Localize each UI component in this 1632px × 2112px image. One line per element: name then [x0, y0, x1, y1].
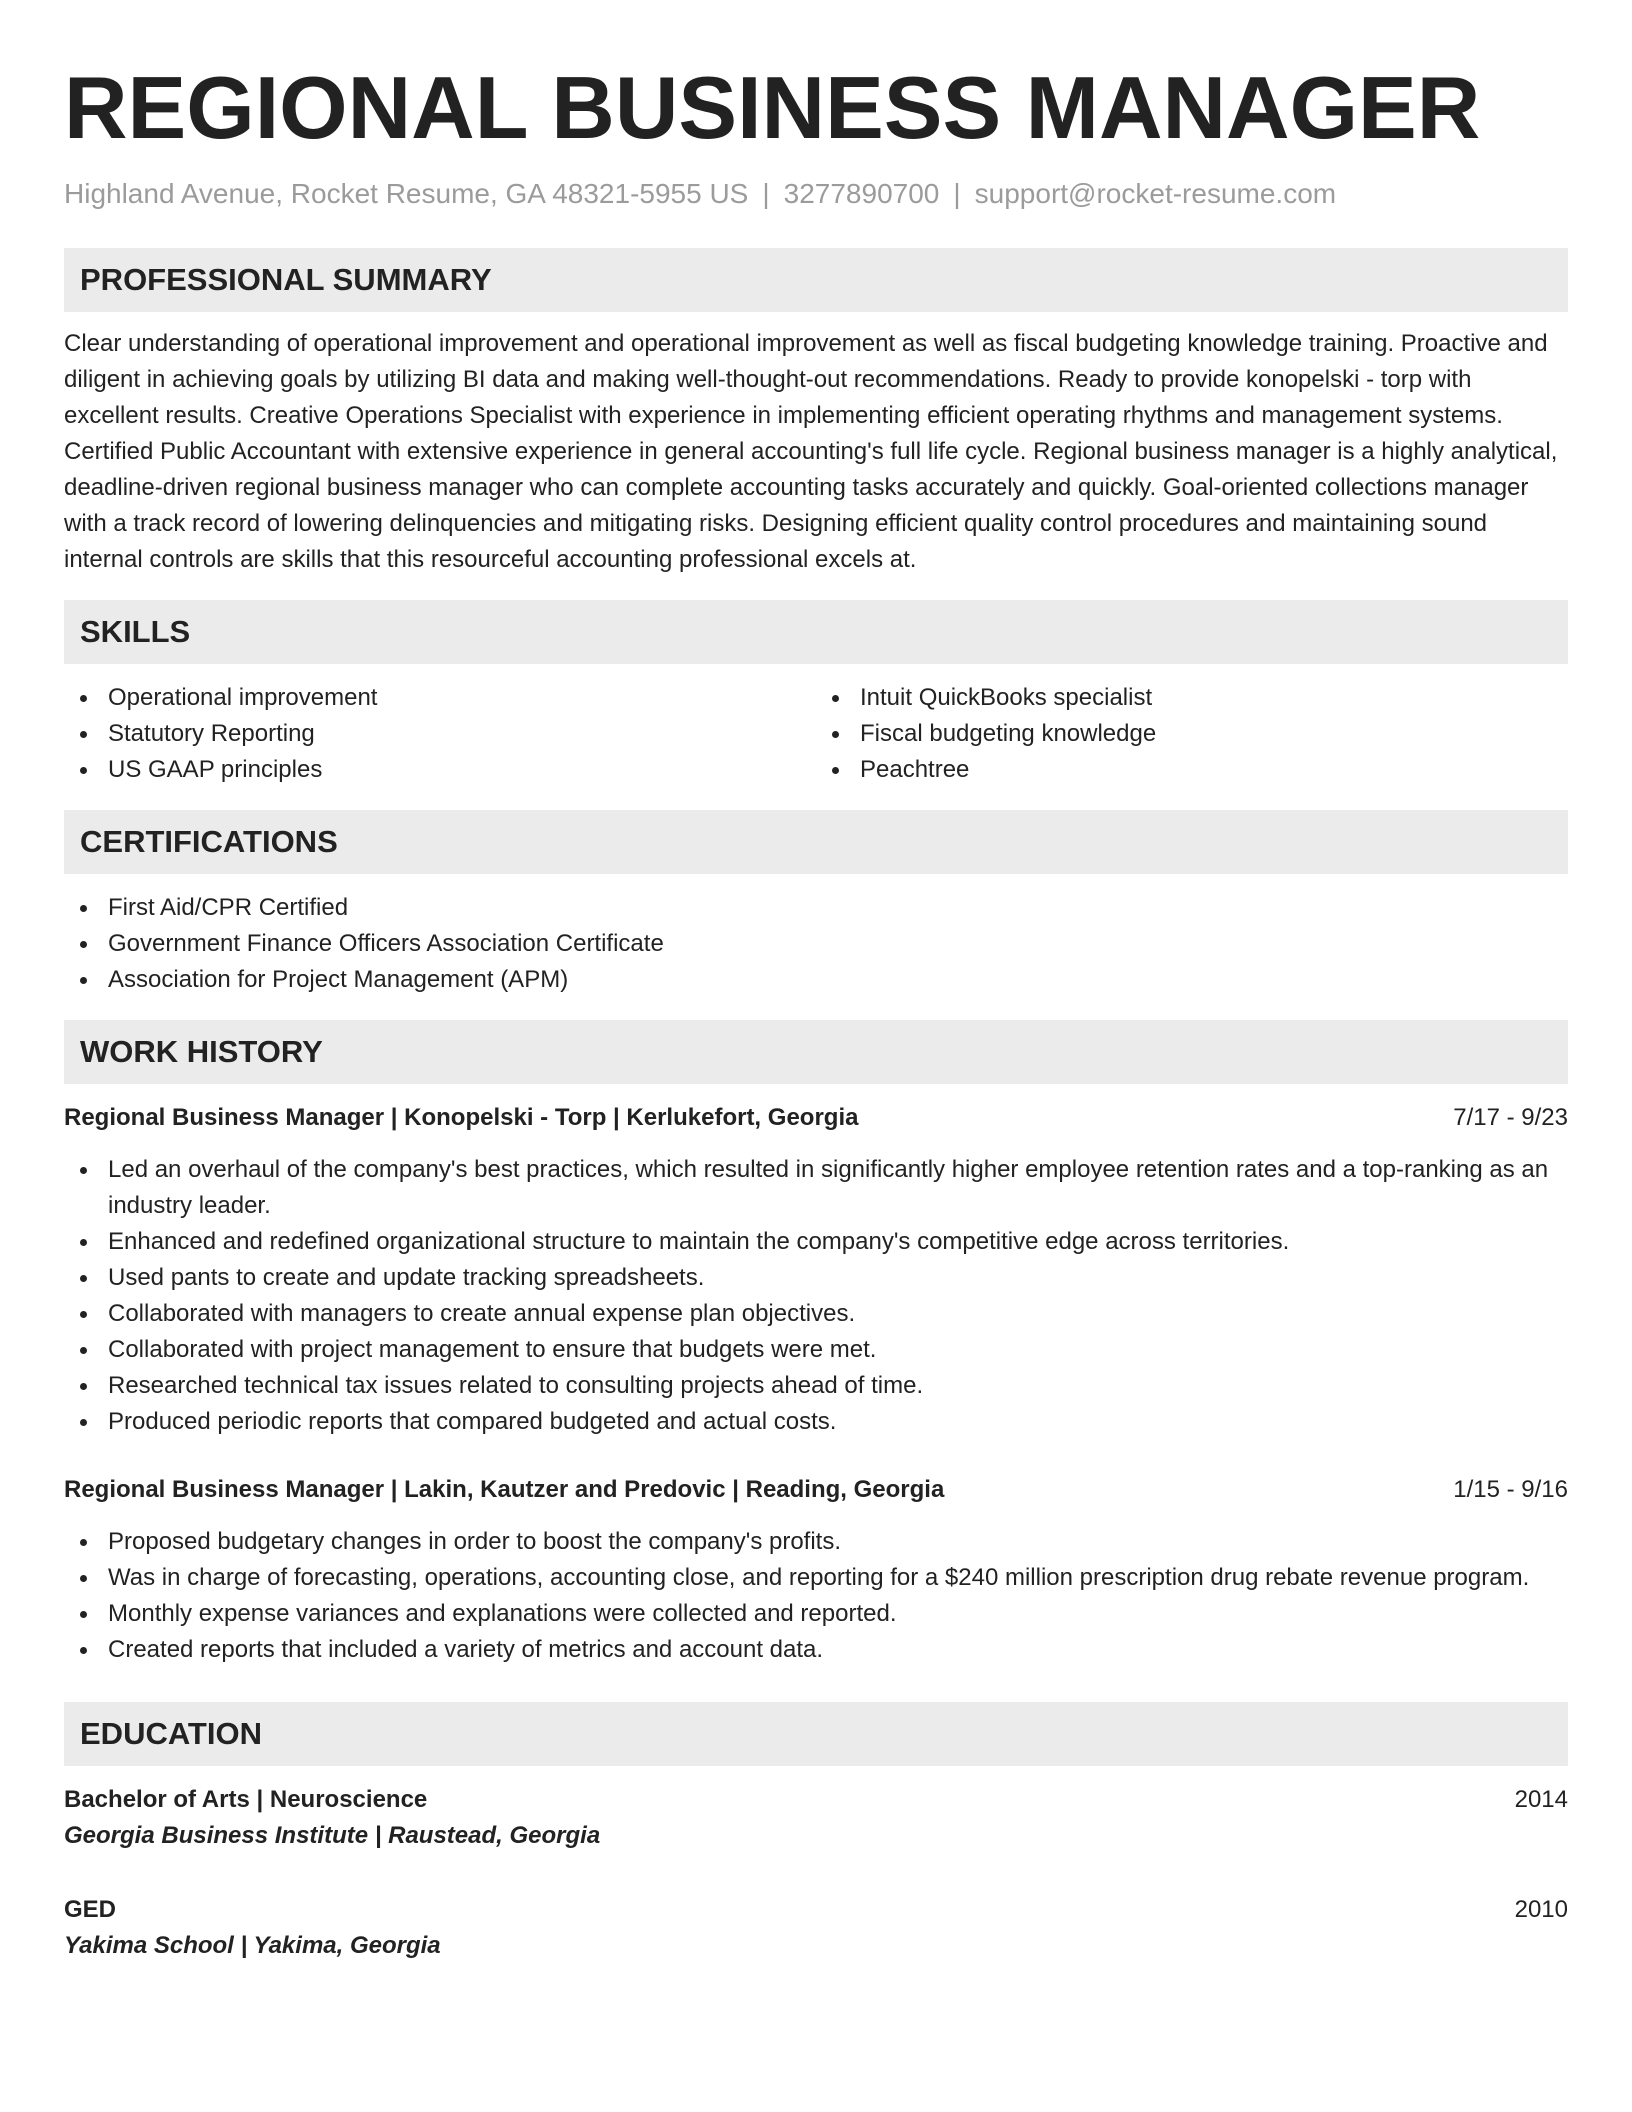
- contact-separator: |: [762, 178, 770, 209]
- work-history-heading: WORK HISTORY: [64, 1020, 1568, 1084]
- education-school: Yakima School | Yakima, Georgia: [64, 1931, 441, 1959]
- job-entry: [64, 1100, 1568, 1440]
- job-header: [64, 1472, 1568, 1508]
- candidate-name: REGIONAL BUSINESS MANAGER: [64, 58, 1481, 157]
- education-entry: [64, 1782, 1568, 1854]
- job-bullet: Collaborated with project management to ensure that budgets were met.: [64, 1332, 1568, 1368]
- job-bullet: Was in charge of forecasting, operations, accounting close, and reporting for a $240 million prescription drug rebate revenue program.: [64, 1560, 1568, 1596]
- education-school: Georgia Business Institute | Raustead, Georgia: [64, 1821, 601, 1849]
- contact-email: support@rocket-resume.com: [974, 178, 1337, 209]
- skill-item: Fiscal budgeting knowledge: [816, 716, 1568, 752]
- certifications-heading: CERTIFICATIONS: [64, 810, 1568, 874]
- job-title: Regional Business Manager | Lakin, Kautzer and Predovic | Reading, Georgia: [64, 1475, 945, 1503]
- job-header: [64, 1100, 1568, 1136]
- education-entry: [64, 1892, 1568, 1964]
- education-year: 2010: [1514, 1895, 1568, 1923]
- skills-left-list: [64, 680, 816, 788]
- skill-item: Operational improvement: [64, 680, 816, 716]
- job-bullets: [64, 1152, 1568, 1440]
- job-title: Regional Business Manager | Konopelski - Torp | Kerlukefort, Georgia: [64, 1103, 859, 1131]
- job-bullet: Researched technical tax issues related to consulting projects ahead of time.: [64, 1368, 1568, 1404]
- job-dates: 1/15 - 9/16: [1453, 1475, 1568, 1503]
- certification-item: Association for Project Management (APM): [64, 962, 1568, 998]
- contact-address: Highland Avenue, Rocket Resume, GA 48321-5955 US: [64, 178, 749, 209]
- job-bullets: [64, 1524, 1568, 1668]
- certification-item: First Aid/CPR Certified: [64, 890, 1568, 926]
- education-degree: GED: [64, 1895, 117, 1923]
- job-bullet: Led an overhaul of the company's best practices, which resulted in significantly higher employee retention rates and a top-ranking as an industry leader.: [64, 1152, 1568, 1224]
- education-header: [64, 1892, 1568, 1928]
- job-bullet: Enhanced and redefined organizational structure to maintain the company's competitive edge across territories.: [64, 1224, 1568, 1260]
- job-bullet: Used pants to create and update tracking spreadsheets.: [64, 1260, 1568, 1296]
- summary-text: Clear understanding of operational improvement and operational improvement as well as fiscal budgeting knowledge training. Proactive and diligent in achieving goals by utilizing BI data and making well-thought-out recommendations. Ready to provide konopelski - torp with excellent results. Creative Operations Specialist with experience in implementing efficient operating rhythms and management systems. Certified Public Accountant with extensive experience in general accounting's full life cycle. Regional business manager is a highly analytical, deadline-driven regional business manager who can complete accounting tasks accurately and quickly. Goal-oriented collections manager with a track record of lowering delinquencies and mitigating risks. Designing efficient quality control procedures and maintaining sound internal controls are skills that this resourceful accounting professional excels at.: [64, 329, 1558, 573]
- skills-right-list: [816, 680, 1568, 788]
- contact-phone: 3277890700: [783, 178, 940, 209]
- job-bullet: Monthly expense variances and explanations were collected and reported.: [64, 1596, 1568, 1632]
- job-bullet: Produced periodic reports that compared budgeted and actual costs.: [64, 1404, 1568, 1440]
- contact-separator: |: [953, 178, 961, 209]
- skill-item: Intuit QuickBooks specialist: [816, 680, 1568, 716]
- education-degree: Bachelor of Arts | Neuroscience: [64, 1785, 428, 1813]
- certifications-list: [64, 890, 1568, 998]
- education-year: 2014: [1514, 1785, 1568, 1813]
- job-bullet: Created reports that included a variety of metrics and account data.: [64, 1632, 1568, 1668]
- skills-grid: [64, 680, 1568, 788]
- job-bullet: Proposed budgetary changes in order to boost the company's profits.: [64, 1524, 1568, 1560]
- skills-heading: SKILLS: [64, 600, 1568, 664]
- education-header: [64, 1782, 1568, 1818]
- contact-line: [64, 177, 1568, 211]
- job-bullet: Collaborated with managers to create annual expense plan objectives.: [64, 1296, 1568, 1332]
- job-dates: 7/17 - 9/23: [1453, 1103, 1568, 1131]
- education-heading: EDUCATION: [64, 1702, 1568, 1766]
- skill-item: US GAAP principles: [64, 752, 816, 788]
- certification-item: Government Finance Officers Association Certificate: [64, 926, 1568, 962]
- skill-item: Statutory Reporting: [64, 716, 816, 752]
- summary-heading: PROFESSIONAL SUMMARY: [64, 248, 1568, 312]
- skill-item: Peachtree: [816, 752, 1568, 788]
- job-entry: [64, 1472, 1568, 1668]
